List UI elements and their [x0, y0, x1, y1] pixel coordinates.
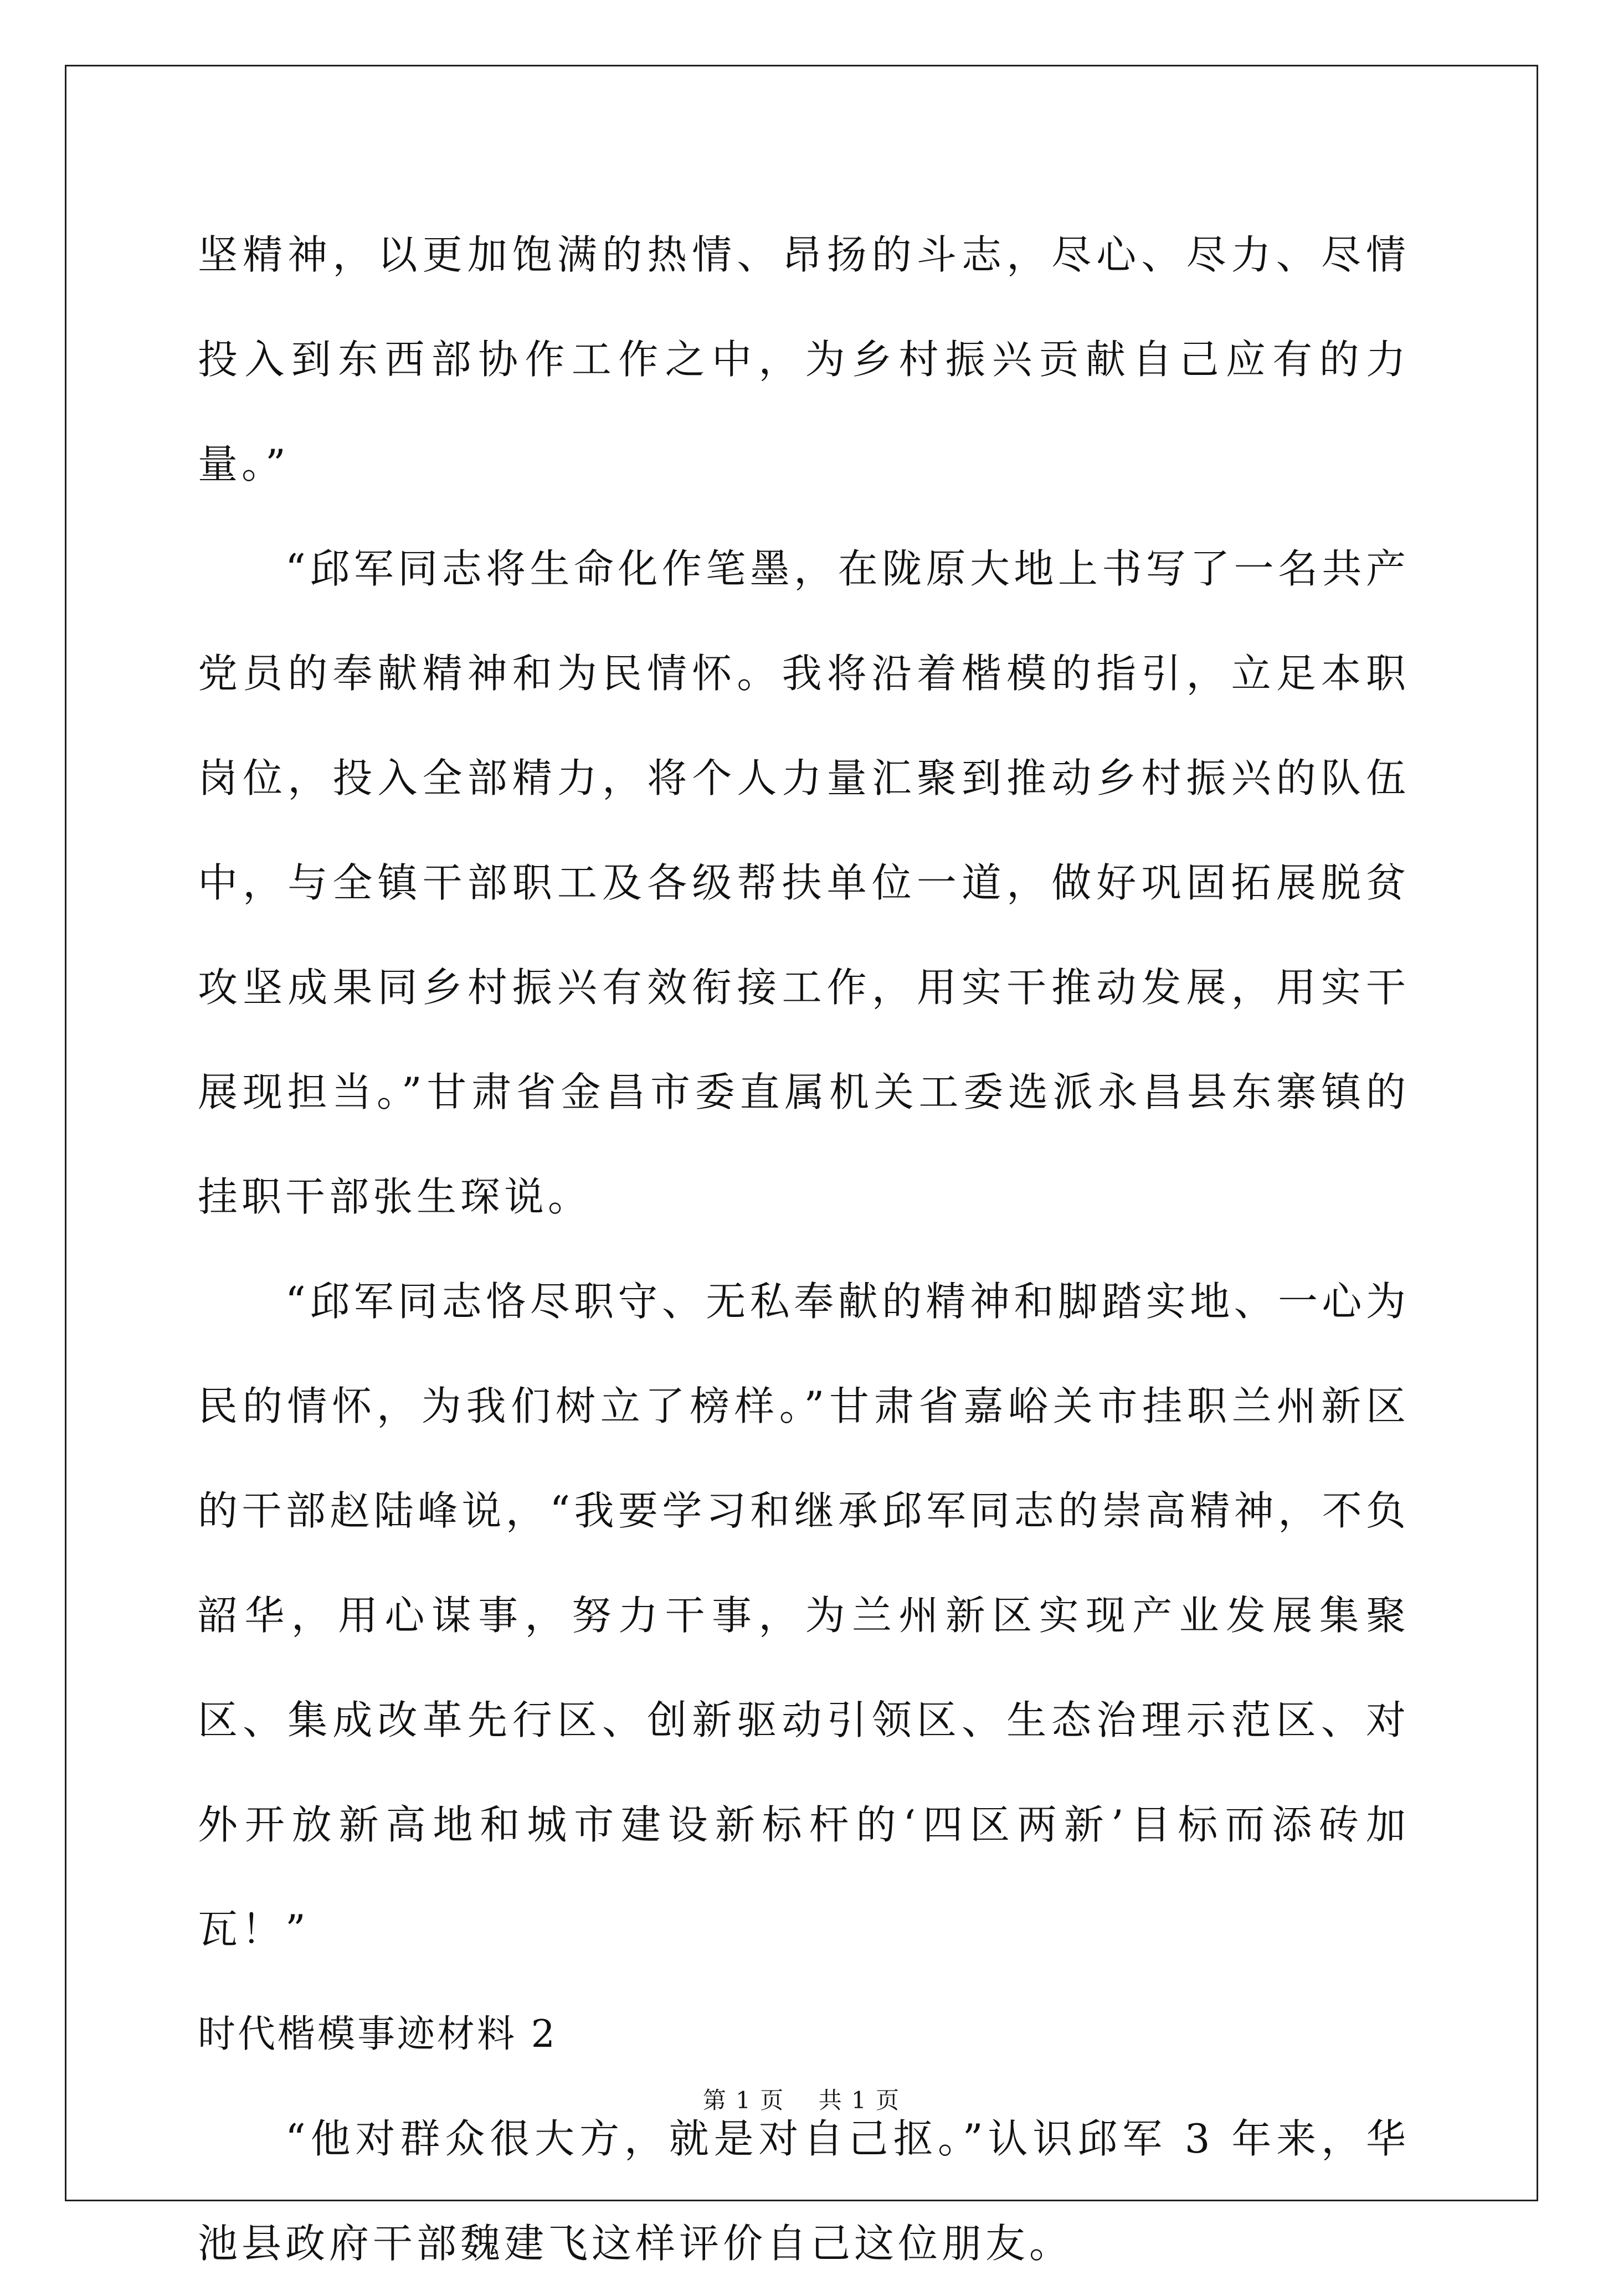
paragraph-1: 坚精神，以更加饱满的热情、昂扬的斗志，尽心、尽力、尽情投入到东西部协作工作之中，为乡村振兴贡献自己应有的力量。”: [198, 231, 1410, 487]
paragraph-4: “他对群众很大方，就是对自己抠。”认识邱军 3 年来，华池县政府干部魏建飞这样评价自己这位朋友。: [198, 2115, 1410, 2267]
page-number-footer: 第 1 页 共 1 页: [702, 2087, 901, 2114]
document-body: [198, 203, 1410, 2296]
paragraph-2: “邱军同志将生命化作笔墨，在陇原大地上书写了一名共产党员的奉献精神和为民情怀。我将沿着楷模的指引，立足本职岗位，投入全部精力，将个人力量汇聚到推动乡村振兴的队伍中，与全镇干部职工及各级帮扶单位一道，做好巩固拓展脱贫攻坚成果同乡村振兴有效衔接工作，用实干推动发展，用实干展现担当。”甘肃省金昌市委直属机关工委选派永昌县东寨镇的挂职干部张生琛说。: [198, 545, 1410, 1220]
section-heading: 时代楷模事迹材料 2: [198, 2012, 557, 2056]
paragraph-3: “邱军同志恪尽职守、无私奉献的精神和脚踏实地、一心为民的情怀，为我们树立了榜样。”甘肃省嘉峪关市挂职兰州新区的干部赵陆峰说，“我要学习和继承邱军同志的崇高精神，不负韶华，用心谋事，努力干事，为兰州新区实现产业发展集聚区、集成改革先行区、创新驱动引领区、生态治理示范区、对外开放新高地和城市建设新标杆的‘四区两新’目标而添砖加瓦！”: [198, 1278, 1410, 1953]
